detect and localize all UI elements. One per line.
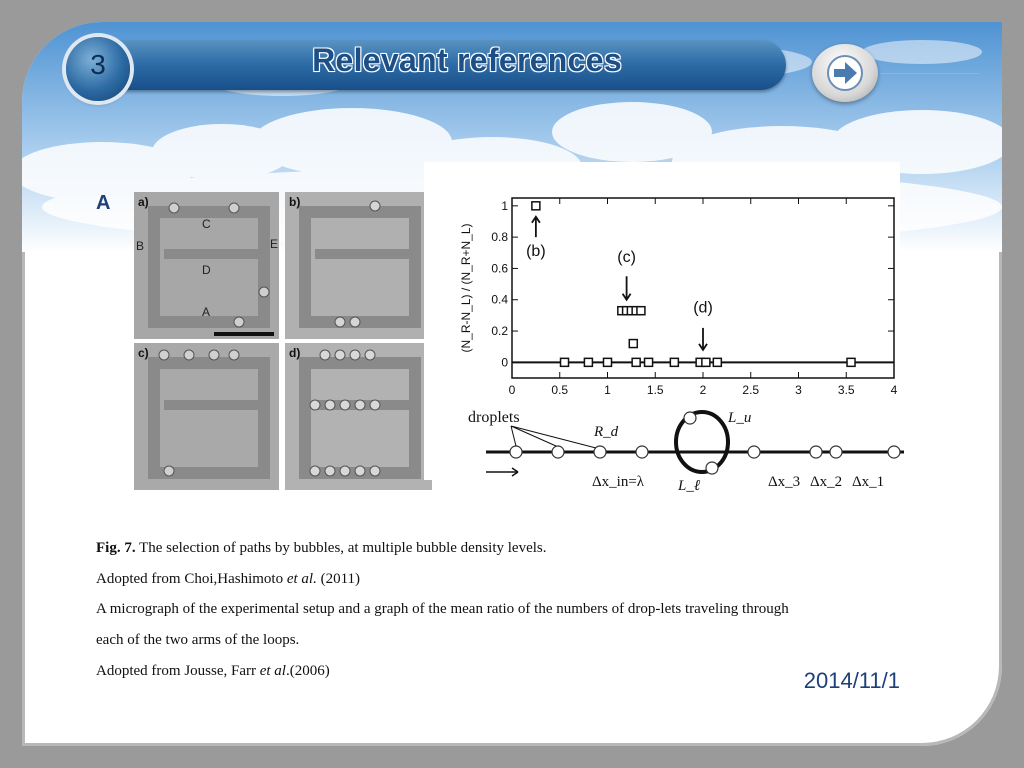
region-label-a: A — [202, 305, 211, 319]
diagram-label-dx2: Δx_2 — [810, 474, 843, 490]
data-point — [632, 358, 640, 366]
diagram-label-ll: L_ℓ — [678, 478, 701, 494]
data-point — [561, 358, 569, 366]
y-tick-label: 0 — [501, 355, 508, 370]
caption-line-2 — [96, 571, 360, 588]
caption-line-1 — [96, 540, 547, 557]
data-point — [645, 358, 653, 366]
caption-text-2c: (2011) — [316, 571, 361, 587]
data-point — [629, 340, 637, 348]
caption-line-4: each of the two arms of the loops. — [96, 632, 300, 648]
x-tick-label: 0 — [508, 383, 516, 397]
point-annotation: (c) — [617, 249, 636, 267]
micrograph-label-b: b) — [289, 195, 301, 209]
diagram-label-lu: L_u — [728, 410, 752, 426]
region-label-e: E — [270, 237, 279, 251]
decorative-line — [880, 73, 980, 74]
micrograph-label-a: a) — [138, 195, 149, 209]
data-point — [584, 358, 592, 366]
y-tick-label: 1 — [501, 198, 508, 213]
micrograph-label-c: c) — [138, 346, 149, 360]
data-point — [702, 358, 710, 366]
micrograph-d — [285, 343, 432, 490]
diagram-label-droplets: droplets — [468, 409, 520, 426]
micrograph-label-d: d) — [289, 346, 301, 360]
caption-line-3: A micrograph of the experimental setup and a graph of the mean ratio of the numbers of drop-lets traveling through — [96, 601, 789, 617]
region-label-b: B — [136, 239, 145, 253]
data-point — [670, 358, 678, 366]
micrograph-a — [134, 192, 279, 339]
figure-label-a: A — [96, 192, 111, 214]
x-tick-label: 2.5 — [742, 383, 760, 397]
data-point — [713, 358, 721, 366]
caption-text-5a: Adopted from Jousse, Farr — [96, 663, 260, 679]
micrograph-c — [134, 343, 279, 490]
y-tick-label: 0.8 — [491, 230, 508, 245]
data-point — [532, 202, 540, 210]
x-tick-label: 1.5 — [646, 383, 664, 397]
point-annotation: (b) — [526, 242, 546, 260]
diagram-label-rd: R_d — [594, 424, 619, 440]
y-tick-label: 0.2 — [491, 324, 508, 339]
x-tick-label: 1 — [604, 383, 611, 397]
x-tick-label: 3 — [795, 383, 802, 397]
y-tick-label: 0.6 — [491, 261, 508, 276]
x-tick-label: 4 — [890, 383, 898, 397]
x-tick-label: 0.5 — [551, 383, 569, 397]
arrow-right-icon — [812, 44, 878, 102]
caption-text-5b: et al — [259, 663, 286, 679]
caption-text-5c: .(2006) — [285, 663, 330, 679]
caption-text-1: The selection of paths by bubbles, at multiple bubble density levels. — [135, 540, 547, 556]
diagram-label-dx1: Δx_1 — [852, 474, 885, 490]
y-tick-label: 0.4 — [491, 292, 508, 307]
region-label-c: C — [202, 217, 211, 231]
data-point — [604, 358, 612, 366]
x-tick-label: 2 — [699, 383, 707, 397]
diagram-label-dxin: Δx_in=λ — [592, 474, 645, 490]
y-axis-label: (N_R-N_L) / (N_R+N_L) — [459, 223, 473, 353]
caption-line-5 — [96, 663, 330, 680]
point-annotation: (d) — [693, 299, 713, 317]
slide-title: Relevant references — [312, 42, 622, 78]
caption-text-2b: et al. — [286, 571, 317, 587]
data-point — [637, 307, 645, 315]
next-slide-button[interactable] — [812, 44, 878, 102]
data-point — [847, 358, 855, 366]
slide-date: 2014/11/1 — [803, 668, 900, 693]
loop-diagram — [456, 402, 908, 498]
ratio-chart — [454, 190, 904, 400]
micrograph-panel — [134, 192, 434, 490]
slide-number: 3 — [90, 49, 106, 80]
x-tick-label: 3.5 — [837, 383, 855, 397]
caption-fig-label: Fig. 7. — [96, 540, 136, 556]
caption-text-2a: Adopted from Choi,Hashimoto — [96, 571, 287, 587]
micrograph-b — [285, 192, 432, 339]
diagram-label-dx3: Δx_3 — [768, 474, 801, 490]
region-label-d: D — [202, 263, 211, 277]
